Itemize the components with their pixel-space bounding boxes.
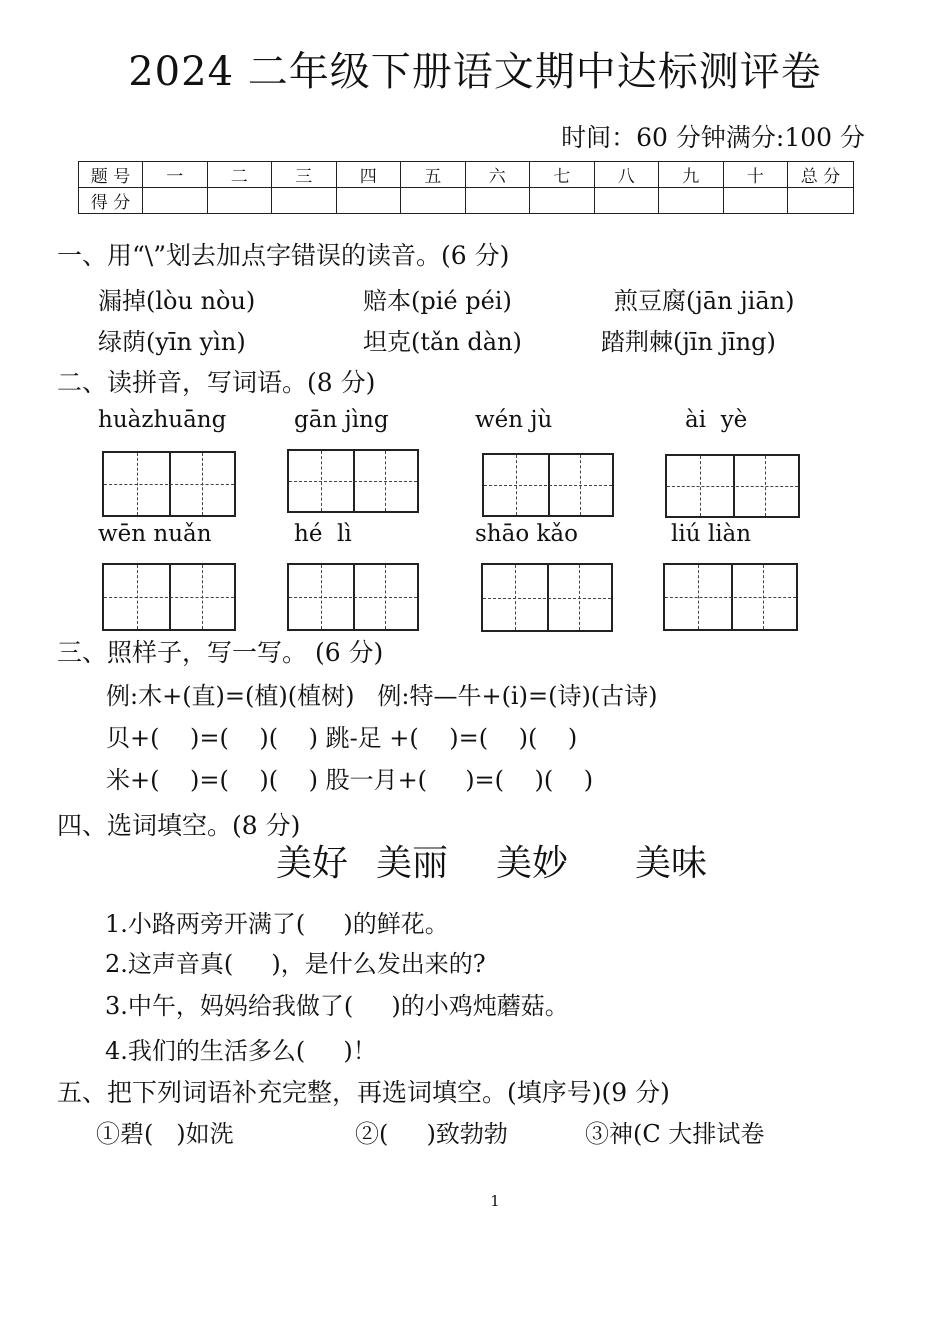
column-header: 总 分 bbox=[788, 162, 854, 188]
tianzige-box[interactable] bbox=[287, 563, 419, 631]
q1-item: 坦克(tǎn dàn) bbox=[363, 328, 522, 356]
q3-heading: 三、照样子，写一写。 (6 分) bbox=[57, 638, 384, 667]
score-cell[interactable] bbox=[143, 188, 208, 214]
score-cell[interactable] bbox=[401, 188, 466, 214]
column-header: 四 bbox=[336, 162, 401, 188]
grid-guide-line bbox=[665, 597, 796, 598]
pinyin-label: wén jù bbox=[475, 407, 553, 433]
grid-guide-line bbox=[667, 486, 798, 487]
tianzige-box[interactable] bbox=[665, 454, 800, 518]
column-header: 八 bbox=[594, 162, 659, 188]
tianzige-box[interactable] bbox=[482, 453, 614, 517]
score-table bbox=[78, 161, 854, 214]
grid-guide-line bbox=[484, 485, 612, 486]
pinyin-label: huàzhuāng bbox=[98, 407, 227, 433]
exam-meta: 时间：60 分钟满分:100 分 bbox=[561, 123, 865, 152]
column-header: 七 bbox=[530, 162, 595, 188]
page-title: 2024 二年级下册语文期中达标测评卷 bbox=[128, 49, 822, 95]
q4-item: 2.这声音真( )，是什么发出来的? bbox=[105, 950, 486, 978]
q4-item: 3.中午，妈妈给我做了( )的小鸡炖蘑菇。 bbox=[105, 992, 569, 1020]
q1-item: 漏掉(lòu nòu) bbox=[98, 287, 256, 315]
pinyin-label: liú liàn bbox=[671, 521, 752, 547]
score-cell[interactable] bbox=[788, 188, 854, 214]
page-number: 1 bbox=[490, 1192, 500, 1210]
pinyin-label: shāo kǎo bbox=[475, 521, 578, 547]
q5-item: ②( )致勃勃 bbox=[355, 1120, 508, 1148]
column-header: 一 bbox=[143, 162, 208, 188]
score-cell[interactable] bbox=[336, 188, 401, 214]
word-choice: 美好 bbox=[276, 843, 349, 884]
word-choice: 美妙 bbox=[496, 843, 569, 884]
q1-item: 煎豆腐(jān jiān) bbox=[614, 287, 795, 315]
tianzige-box[interactable] bbox=[481, 563, 613, 632]
column-header: 六 bbox=[465, 162, 530, 188]
q1-item: 赔本(pié péi) bbox=[363, 287, 512, 315]
pinyin-label: wēn nuǎn bbox=[98, 521, 212, 547]
q5-item: ③神(C 大排试卷 bbox=[585, 1120, 765, 1148]
grid-guide-line bbox=[483, 598, 611, 599]
q4-heading: 四、选词填空。(8 分) bbox=[57, 811, 301, 840]
tianzige-box[interactable] bbox=[287, 449, 419, 513]
score-cell[interactable] bbox=[594, 188, 659, 214]
score-cell[interactable] bbox=[723, 188, 788, 214]
score-value-row bbox=[79, 188, 854, 214]
score-cell[interactable] bbox=[272, 188, 337, 214]
q5-item: ①碧( )如洗 bbox=[96, 1120, 234, 1148]
tianzige-box[interactable] bbox=[663, 563, 798, 631]
column-header: 九 bbox=[659, 162, 724, 188]
q1-item: 踏荆棘(jīn jīng) bbox=[601, 328, 776, 356]
word-choice: 美丽 bbox=[376, 843, 449, 884]
column-header: 二 bbox=[207, 162, 272, 188]
q3-line: 贝+( )=( )( ) 跳-足 +( )=( )( ) bbox=[106, 724, 578, 752]
grid-guide-line bbox=[289, 481, 417, 482]
score-cell[interactable] bbox=[659, 188, 724, 214]
pinyin-label: hé lì bbox=[294, 521, 352, 547]
q4-item: 1.小路两旁开满了( )的鲜花。 bbox=[105, 910, 449, 938]
score-cell[interactable] bbox=[207, 188, 272, 214]
grid-guide-line bbox=[104, 597, 234, 598]
tianzige-box[interactable] bbox=[102, 451, 236, 517]
q3-line: 米+( )=( )( ) 股一月+( )=( )( ) bbox=[106, 766, 594, 794]
q5-heading: 五、把下列词语补充完整，再选词填空。(填序号)(9 分) bbox=[57, 1078, 670, 1107]
pinyin-label: gān jìng bbox=[294, 407, 389, 433]
q1-heading: 一、用“\”划去加点字错误的读音。(6 分) bbox=[57, 241, 510, 270]
q3-line: 例:木+(直)=(植)(植树) 例:特—牛+(i)=(诗)(古诗) bbox=[106, 682, 658, 710]
grid-guide-line bbox=[289, 597, 417, 598]
word-choice: 美味 bbox=[635, 843, 708, 884]
pinyin-label: ài yè bbox=[685, 407, 748, 433]
score-header-row bbox=[79, 162, 854, 188]
score-cell[interactable] bbox=[465, 188, 530, 214]
row-label: 题 号 bbox=[79, 162, 143, 188]
column-header: 三 bbox=[272, 162, 337, 188]
score-cell[interactable] bbox=[530, 188, 595, 214]
row-label: 得 分 bbox=[79, 188, 143, 214]
column-header: 五 bbox=[401, 162, 466, 188]
column-header: 十 bbox=[723, 162, 788, 188]
q2-heading: 二、读拼音，写词语。(8 分) bbox=[57, 368, 376, 397]
q1-item: 绿荫(yīn yìn) bbox=[98, 328, 246, 356]
q4-item: 4.我们的生活多么( )！ bbox=[105, 1037, 377, 1065]
tianzige-box[interactable] bbox=[102, 563, 236, 631]
grid-guide-line bbox=[104, 484, 234, 485]
